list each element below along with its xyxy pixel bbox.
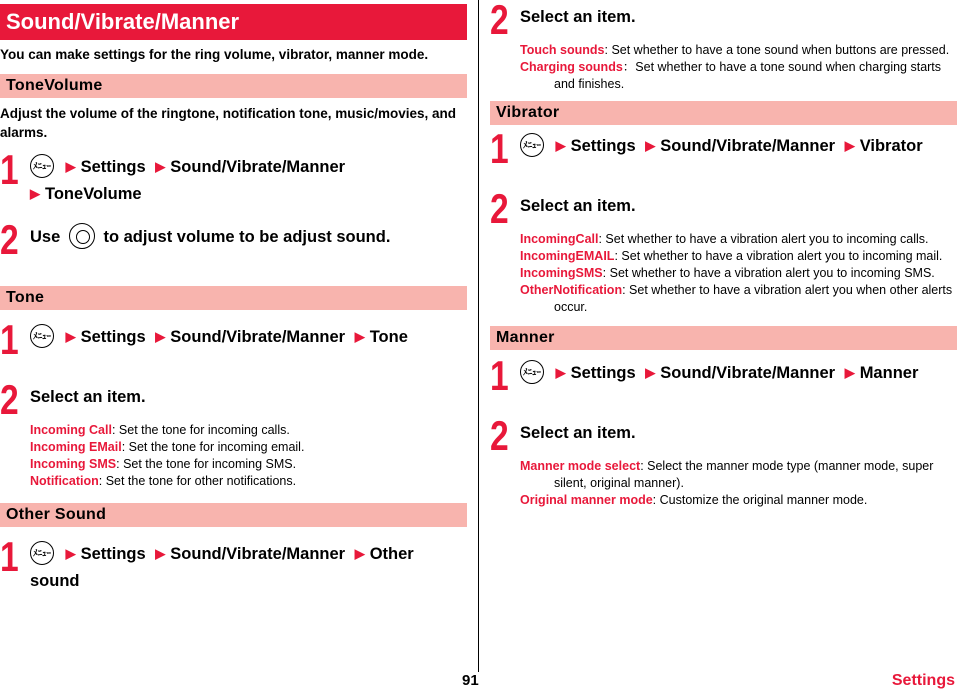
path-settings: Settings — [570, 137, 636, 155]
list-item: IncomingSMS: Set whether to have a vibration alert you to incoming SMS. — [520, 266, 935, 280]
tonevolume-step-1 — [0, 146, 467, 208]
right-triangle-arrow-icon: ▶ — [645, 138, 656, 153]
path-other-sound: Other sound — [30, 545, 414, 590]
list-item: Incoming EMail: Set the tone for incoming email. — [30, 440, 305, 454]
manner-step-1 — [490, 352, 957, 399]
tone-step-2 — [0, 376, 467, 423]
list-item: OtherNotification: Set whether to have a vibration alert you when other alerts occur. — [520, 283, 953, 314]
list-item: Incoming SMS: Set the tone for incoming SMS. — [30, 457, 297, 471]
section-tonevolume: ToneVolume — [0, 74, 467, 98]
right-triangle-arrow-icon: ▶ — [155, 159, 166, 174]
tone-step-1 — [0, 316, 467, 363]
right-triangle-arrow-icon: ▶ — [65, 159, 76, 174]
list-item: IncomingEMAIL: Set whether to have a vibration alert you to incoming mail. — [520, 249, 943, 263]
path-vibrator: Vibrator — [859, 137, 923, 155]
tone-item-list — [0, 422, 467, 490]
path-settings: Settings — [80, 545, 146, 563]
step-text: Select an item. — [520, 197, 636, 215]
list-item: Touch sounds: Set whether to have a tone sound when buttons are pressed. — [520, 43, 950, 57]
right-triangle-arrow-icon: ▶ — [30, 186, 40, 201]
path-sound-vibrate-manner: Sound/Vibrate/Manner — [660, 137, 836, 155]
menu-key-icon: ﾒﾆｭｰ — [520, 133, 544, 157]
step-number: 2 — [0, 216, 19, 263]
menu-key-icon: ﾒﾆｭｰ — [30, 541, 54, 565]
path-tonevolume: ToneVolume — [45, 185, 142, 203]
tonevolume-step-2 — [0, 216, 467, 263]
list-item: Notification: Set the tone for other notifications. — [30, 474, 297, 488]
right-triangle-arrow-icon: ▶ — [354, 546, 365, 561]
step-number: 1 — [490, 352, 509, 399]
footer-section-label: Settings — [891, 672, 955, 689]
vibrator-step-2 — [490, 185, 957, 232]
path-tone: Tone — [369, 328, 408, 346]
tonevolume-desc: Adjust the volume of the ringtone, notification tone, music/movies, and alarms. — [0, 106, 457, 140]
right-column — [490, 0, 957, 509]
right-triangle-arrow-icon: ▶ — [354, 329, 365, 344]
navigation-key-icon — [69, 223, 95, 249]
section-tone: Tone — [0, 286, 467, 310]
section-vibrator: Vibrator — [490, 101, 957, 125]
path-settings: Settings — [80, 158, 146, 176]
manner-step-2 — [490, 412, 957, 459]
path-sound-vibrate-manner: Sound/Vibrate/Manner — [170, 545, 346, 563]
intro-text: You can make settings for the ring volume, vibrator, manner mode. — [0, 47, 429, 62]
section-other-sound: Other Sound — [0, 503, 467, 527]
step-text: Select an item. — [520, 8, 636, 26]
vibrator-step-1 — [490, 125, 957, 172]
path-sound-vibrate-manner: Sound/Vibrate/Manner — [170, 158, 346, 176]
list-item: IncomingCall: Set whether to have a vibration alert you to incoming calls. — [520, 232, 929, 246]
step-number: 2 — [490, 185, 509, 232]
step-text: Select an item. — [30, 388, 146, 406]
path-manner: Manner — [859, 364, 919, 382]
right-triangle-arrow-icon: ▶ — [65, 546, 76, 561]
path-settings: Settings — [570, 364, 636, 382]
path-sound-vibrate-manner: Sound/Vibrate/Manner — [660, 364, 836, 382]
right-triangle-arrow-icon: ▶ — [645, 365, 656, 380]
vibrator-item-list — [490, 231, 957, 316]
other-sound-item-list — [490, 42, 957, 93]
step-number: 1 — [0, 146, 19, 193]
page-number: 91 — [462, 672, 479, 689]
menu-key-icon: ﾒﾆｭｰ — [30, 154, 54, 178]
section-manner: Manner — [490, 326, 957, 350]
right-triangle-arrow-icon: ▶ — [65, 329, 76, 344]
step-number: 1 — [0, 316, 19, 363]
page-title: Sound/Vibrate/Manner — [0, 4, 467, 40]
step-number: 2 — [490, 0, 509, 43]
right-triangle-arrow-icon: ▶ — [155, 329, 166, 344]
step-text-adjust: to adjust volume to be adjust sound. — [103, 228, 391, 246]
right-triangle-arrow-icon: ▶ — [844, 138, 855, 153]
menu-key-icon: ﾒﾆｭｰ — [520, 360, 544, 384]
step-number: 1 — [0, 533, 19, 580]
right-triangle-arrow-icon: ▶ — [555, 138, 566, 153]
other-sound-step-2 — [490, 0, 957, 43]
list-item: Charging sounds：Set whether to have a tone sound when charging starts and finishes. — [520, 60, 942, 91]
right-triangle-arrow-icon: ▶ — [155, 546, 166, 561]
step-text: Select an item. — [520, 424, 636, 442]
path-settings: Settings — [80, 328, 146, 346]
manner-item-list — [490, 458, 957, 509]
list-item: Manner mode select: Select the manner mode type (manner mode, super silent, original manner). — [520, 459, 934, 490]
column-divider — [478, 0, 479, 672]
other-sound-step-1 — [0, 533, 467, 594]
path-sound-vibrate-manner: Sound/Vibrate/Manner — [170, 328, 346, 346]
left-column — [0, 0, 467, 594]
right-triangle-arrow-icon: ▶ — [555, 365, 566, 380]
step-number: 2 — [0, 376, 19, 423]
list-item: Original manner mode: Customize the original manner mode. — [520, 493, 868, 507]
step-text-use: Use — [30, 228, 61, 246]
step-number: 1 — [490, 125, 509, 172]
menu-key-icon: ﾒﾆｭｰ — [30, 324, 54, 348]
step-number: 2 — [490, 412, 509, 459]
list-item: Incoming Call: Set the tone for incoming calls. — [30, 423, 290, 437]
right-triangle-arrow-icon: ▶ — [844, 365, 855, 380]
